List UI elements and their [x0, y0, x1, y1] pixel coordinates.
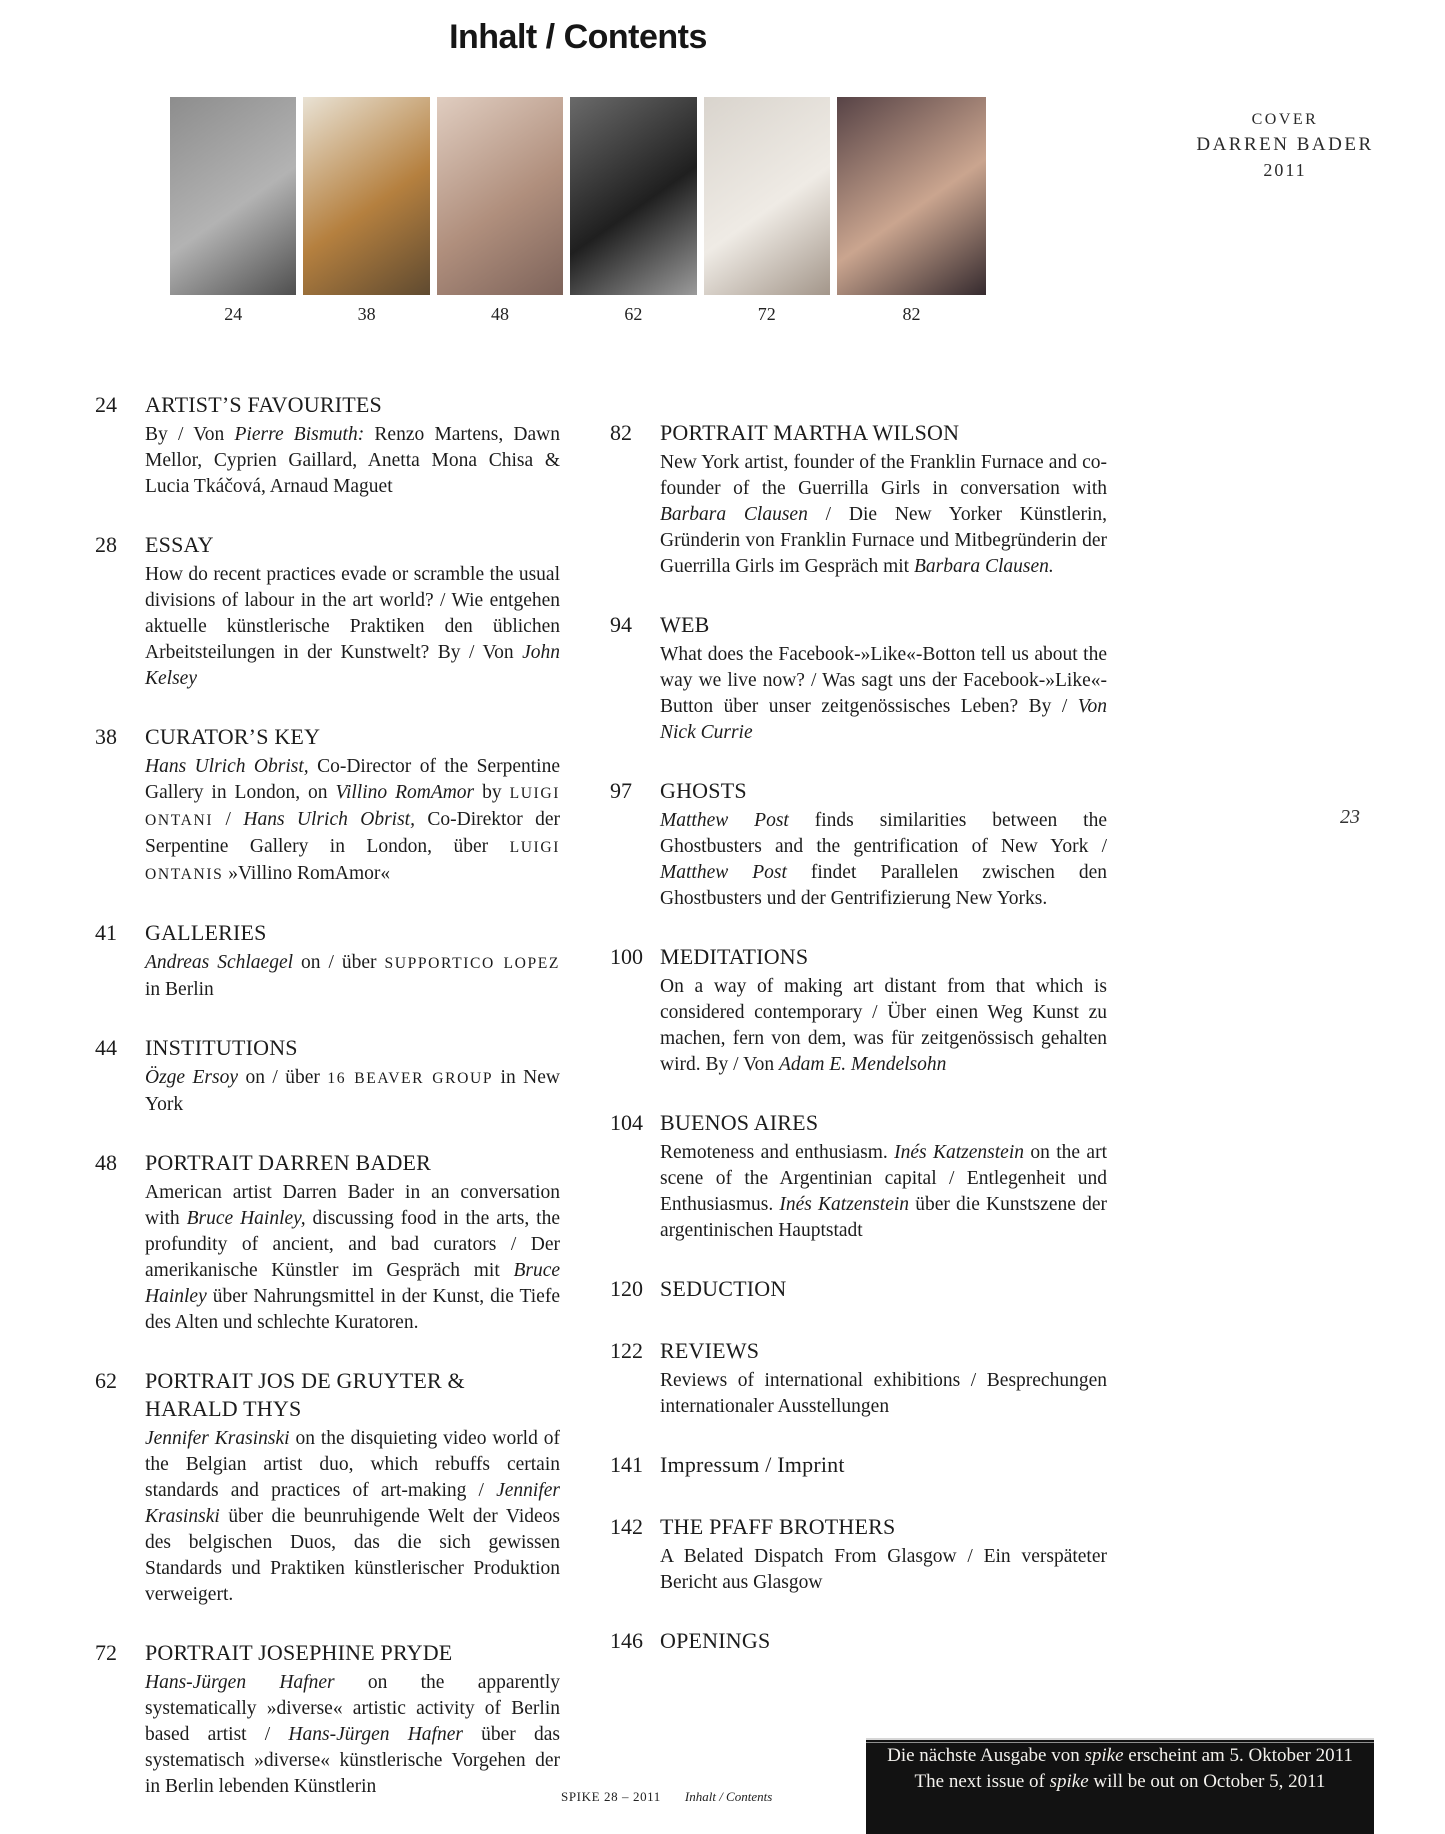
toc-entry-title: BUENOS AIRES: [660, 1110, 819, 1135]
toc-entry-page-number: 141: [610, 1452, 643, 1477]
cover-credit: [1155, 108, 1415, 183]
toc-entry-title: Impressum / Imprint: [660, 1452, 845, 1477]
toc-entry-page-number: 97: [610, 778, 632, 803]
footer-issue-label: SPIKE 28 – 2011: [561, 1789, 661, 1804]
toc-entry-description: Matthew Post finds similarities between the Ghostbusters and the gentrification of New York / Matthew Post findet Parallelen zwischen den Ghostbusters und der Gentrifizierung New Yorks.: [660, 810, 1107, 909]
toc-entry-description: New York artist, founder of the Franklin Furnace and co-founder of the Guerrilla Girls in conversation with Barbara Clausen / Die New Yorker Künstlerin, Gründerin von Franklin Furnace und Mitbegründerin der Guerrilla Girls im Gespräch mit Barbara Clausen.: [660, 452, 1108, 577]
thumbnail-page-number: 82: [902, 304, 921, 324]
toc-entry-title: INSTITUTIONS: [145, 1035, 298, 1060]
thumbnail-strip: [170, 97, 986, 325]
toc-entry-description: How do recent practices evade or scramble the usual divisions of labour in the art world? / Wie entgehen aktuelle künstlerische Praktiken den üblichen Arbeitsteilungen in der Kunstwelt? By / Von John Kelsey: [145, 564, 560, 689]
next-issue-line-english: The next issue of spike will be out on October 5, 2011: [914, 1771, 1326, 1792]
toc-entry-description: American artist Darren Bader in an conversation with Bruce Hainley, discussing food in the arts, the profundity of ancient, and bad curators / Der amerikanische Künstler im Gespräch mit Bruce Hainley über Nahrungsmittel in der Kunst, die Tiefe des Alten und schlechte Kuratoren.: [145, 1182, 560, 1333]
footer-section-label: Inhalt / Contents: [684, 1789, 773, 1804]
next-issue-line-german: Die nächste Ausgabe von spike erscheint am 5. Oktober 2011: [887, 1745, 1353, 1766]
thumbnail: [437, 97, 563, 325]
thumbnail-photo: [837, 97, 986, 295]
thumbnail: [570, 97, 696, 325]
toc-entry: [95, 1639, 560, 1800]
page-title: Inhalt / Contents: [449, 18, 707, 56]
toc-entry-title: ARTIST’S FAVOURITES: [145, 392, 382, 417]
thumbnail-photo: [704, 97, 830, 295]
toc-entry-description: What does the Facebook-»Like«-Botton tell us about the way we live now? / Was sagt uns der Facebook-»Like«-Button über unser zeitgenössisches Leben? By / Von Nick Currie: [660, 644, 1107, 743]
toc-entry-page-number: 38: [95, 724, 117, 749]
toc-entry-title: WEB: [660, 612, 710, 637]
toc-entry-title: OPENINGS: [660, 1628, 771, 1653]
thumbnail: [303, 97, 429, 325]
toc-entry: [95, 1034, 560, 1118]
toc-entry: [95, 723, 560, 888]
toc-entry: [95, 1367, 560, 1608]
toc-entry: [95, 919, 560, 1003]
toc-entry-page-number: 44: [95, 1035, 117, 1060]
toc-entry-page-number: 94: [610, 612, 632, 637]
toc-entry-title: PORTRAIT JOS DE GRUYTER & HARALD THYS: [145, 1368, 465, 1421]
toc-entry-description: Özge Ersoy on / über 16 BEAVER GROUP in New York: [145, 1067, 560, 1115]
toc-entry-title: ESSAY: [145, 532, 214, 557]
toc-entry-page-number: 28: [95, 532, 117, 557]
divider-line: [866, 1738, 1374, 1740]
toc-column-left: [95, 391, 560, 1831]
toc-entry: [610, 1109, 1107, 1244]
toc-entry: [610, 611, 1107, 746]
toc-entry-page-number: 146: [610, 1628, 643, 1653]
thumbnail: [704, 97, 830, 325]
toc-entry-description: Andreas Schlaegel on / über SUPPORTICO LOPEZ in Berlin: [145, 952, 560, 1000]
toc-entry-title: PORTRAIT DARREN BADER: [145, 1150, 432, 1175]
toc-entry: [610, 419, 1107, 580]
toc-entry-page-number: 72: [95, 1640, 117, 1665]
toc-entry-page-number: 100: [610, 944, 643, 969]
toc-entry-title: THE PFAFF BROTHERS: [660, 1514, 896, 1539]
thumbnail: [170, 97, 296, 325]
toc-entry-title: PORTRAIT JOSEPHINE PRYDE: [145, 1640, 453, 1665]
toc-entry-title: PORTRAIT MARTHA WILSON: [660, 420, 960, 445]
toc-entry-page-number: 142: [610, 1514, 643, 1539]
cover-credit-year: 2011: [1263, 160, 1307, 180]
toc-entry-page-number: 41: [95, 920, 117, 945]
toc-entry-description: Hans-Jürgen Hafner on the apparently systematically »diverse« artistic activity of Berlin based artist / Hans-Jürgen Hafner über das systematisch »diverse« künstlerische Vorgehen der in Berlin lebenden Künstlerin: [145, 1672, 560, 1797]
toc-entry: [95, 1149, 560, 1336]
toc-entry: [610, 1275, 1107, 1306]
toc-entry: [95, 531, 560, 692]
toc-entry-description: Jennifer Krasinski on the disquieting video world of the Belgian artist duo, which rebuffs certain standards and practices of art-making / Jennifer Krasinski über die beunruhigende Welt der Videos des belgischen Duos, das die sich gewissen Standards und Praktiken künstlerischer Produktion verweigert.: [145, 1428, 560, 1605]
toc-entry-title: SEDUCTION: [660, 1276, 787, 1301]
toc-entry-title: MEDITATIONS: [660, 944, 809, 969]
toc-entry-description: By / Von Pierre Bismuth: Renzo Martens, Dawn Mellor, Cyprien Gaillard, Anetta Mona Chisa & Lucia Tkáčová, Arnaud Maguet: [145, 424, 560, 497]
thumbnail-photo: [170, 97, 296, 295]
running-footer: [561, 1789, 772, 1805]
toc-entry: [610, 1513, 1107, 1596]
toc-entry-page-number: 122: [610, 1338, 643, 1363]
thumbnail-page-number: 24: [224, 304, 243, 324]
toc-entry: [610, 943, 1107, 1078]
toc-entry-page-number: 62: [95, 1368, 117, 1393]
toc-entry: [95, 391, 560, 500]
thumbnail: [837, 97, 986, 325]
thumbnail-page-number: 38: [357, 304, 376, 324]
toc-entry-page-number: 82: [610, 420, 632, 445]
toc-entry: [610, 1451, 1107, 1482]
toc-entry-title: GHOSTS: [660, 778, 747, 803]
toc-entry-description: A Belated Dispatch From Glasgow / Ein verspäteter Bericht aus Glasgow: [660, 1546, 1107, 1593]
thumbnail-page-number: 62: [624, 304, 643, 324]
toc-entry-title: REVIEWS: [660, 1338, 760, 1363]
toc-entry-page-number: 120: [610, 1276, 643, 1301]
thumbnail-photo: [303, 97, 429, 295]
toc-entry: [610, 1627, 1107, 1658]
toc-entry-page-number: 24: [95, 392, 117, 417]
toc-entry: [610, 777, 1107, 912]
toc-entry-description: Remoteness and enthusiasm. Inés Katzenstein on the art scene of the Argentinian capital / Entlegenheit und Enthusiasmus. Inés Katzenstein über die Kunstszene der argentinischen Hauptstadt: [660, 1142, 1107, 1241]
toc-entry-page-number: 104: [610, 1110, 643, 1135]
thumbnail-photo: [570, 97, 696, 295]
thumbnail-photo: [437, 97, 563, 295]
toc-entry-page-number: 48: [95, 1150, 117, 1175]
page-folio-number: 23: [1340, 806, 1360, 828]
toc-entry-description: Reviews of international exhibitions / Besprechungen internationaler Ausstellungen: [660, 1370, 1107, 1417]
cover-credit-artist: DARREN BADER: [1196, 134, 1374, 155]
thumbnail-page-number: 48: [490, 304, 509, 324]
toc-entry-title: CURATOR’S KEY: [145, 724, 321, 749]
toc-entry-title: GALLERIES: [145, 920, 267, 945]
next-issue-announcement-box: [866, 1738, 1374, 1834]
thumbnail-page-number: 72: [757, 304, 776, 324]
toc-entry: [610, 1337, 1107, 1420]
toc-entry-description: On a way of making art distant from that which is considered contemporary / Über einen Weg Kunst zu machen, fern von dem, was für zeitgenössisch gehalten wird. By / Von Adam E. Mendelsohn: [660, 976, 1107, 1075]
cover-credit-label: COVER: [1251, 111, 1319, 128]
toc-column-right: [610, 419, 1107, 1689]
toc-entry-description: Hans Ulrich Obrist, Co-Director of the Serpentine Gallery in London, on Villino RomAmor by LUIGI ONTANI / Hans Ulrich Obrist, Co-Direktor der Serpentine Gallery in London, über LUIGI ONTANIS »Villino RomAmor«: [145, 756, 561, 884]
